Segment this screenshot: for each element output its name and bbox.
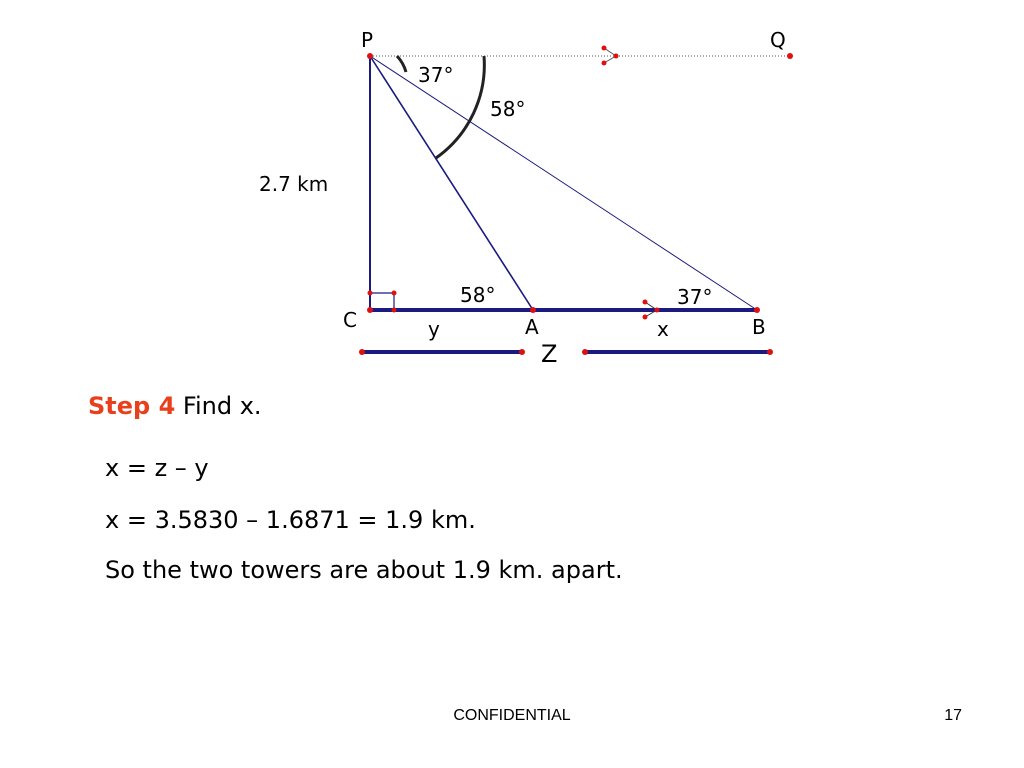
label-z: Z (541, 340, 558, 368)
equation-line-1: x = z – y (105, 454, 209, 482)
line-pa (370, 56, 533, 310)
dot-z-left-start (359, 349, 365, 355)
dot-z-left-end (519, 349, 525, 355)
dot-arrow-pq-top (602, 46, 607, 51)
label-q: Q (770, 28, 786, 52)
label-y: y (428, 317, 440, 341)
right-angle-marker (370, 293, 394, 310)
label-a: A (525, 315, 539, 339)
dot-arrow-pq-tip (614, 54, 619, 59)
dot-right-angle-base (392, 308, 397, 313)
dot-arrow-pq-bottom (602, 61, 607, 66)
label-angle-37-b: 37° (677, 285, 713, 309)
step-label: Step 4 (88, 392, 176, 420)
dot-right-angle-corner (392, 291, 397, 296)
line-pb (370, 56, 757, 310)
arc-37-at-p (397, 56, 406, 72)
dot-right-angle-top (368, 291, 373, 296)
equation-line-2: x = 3.5830 – 1.6871 = 1.9 km. (105, 506, 476, 534)
label-x: x (657, 317, 669, 341)
footer-confidential: CONFIDENTIAL (453, 707, 571, 724)
dot-c (367, 307, 373, 313)
dot-arrow-cb-top (643, 300, 648, 305)
step-heading (88, 392, 262, 420)
dot-z-right-end (767, 349, 773, 355)
step-title: Find x. (182, 392, 262, 420)
label-c: C (343, 308, 357, 332)
label-height: 2.7 km (259, 172, 329, 196)
label-p: P (361, 28, 374, 52)
triangle-diagram (0, 0, 1024, 380)
label-b: B (752, 315, 766, 339)
dot-p (367, 53, 373, 59)
dot-b (754, 307, 760, 313)
dot-a (530, 307, 536, 313)
page-number: 17 (944, 707, 962, 724)
label-angle-37-top: 37° (418, 63, 454, 87)
label-angle-58-a: 58° (460, 283, 496, 307)
dot-z-right-start (582, 349, 588, 355)
dot-q (787, 53, 793, 59)
dot-arrow-cb-tip (655, 308, 660, 313)
dot-arrow-cb-bottom (643, 315, 648, 320)
label-angle-58-top: 58° (490, 97, 526, 121)
conclusion-line: So the two towers are about 1.9 km. apart. (105, 556, 623, 584)
